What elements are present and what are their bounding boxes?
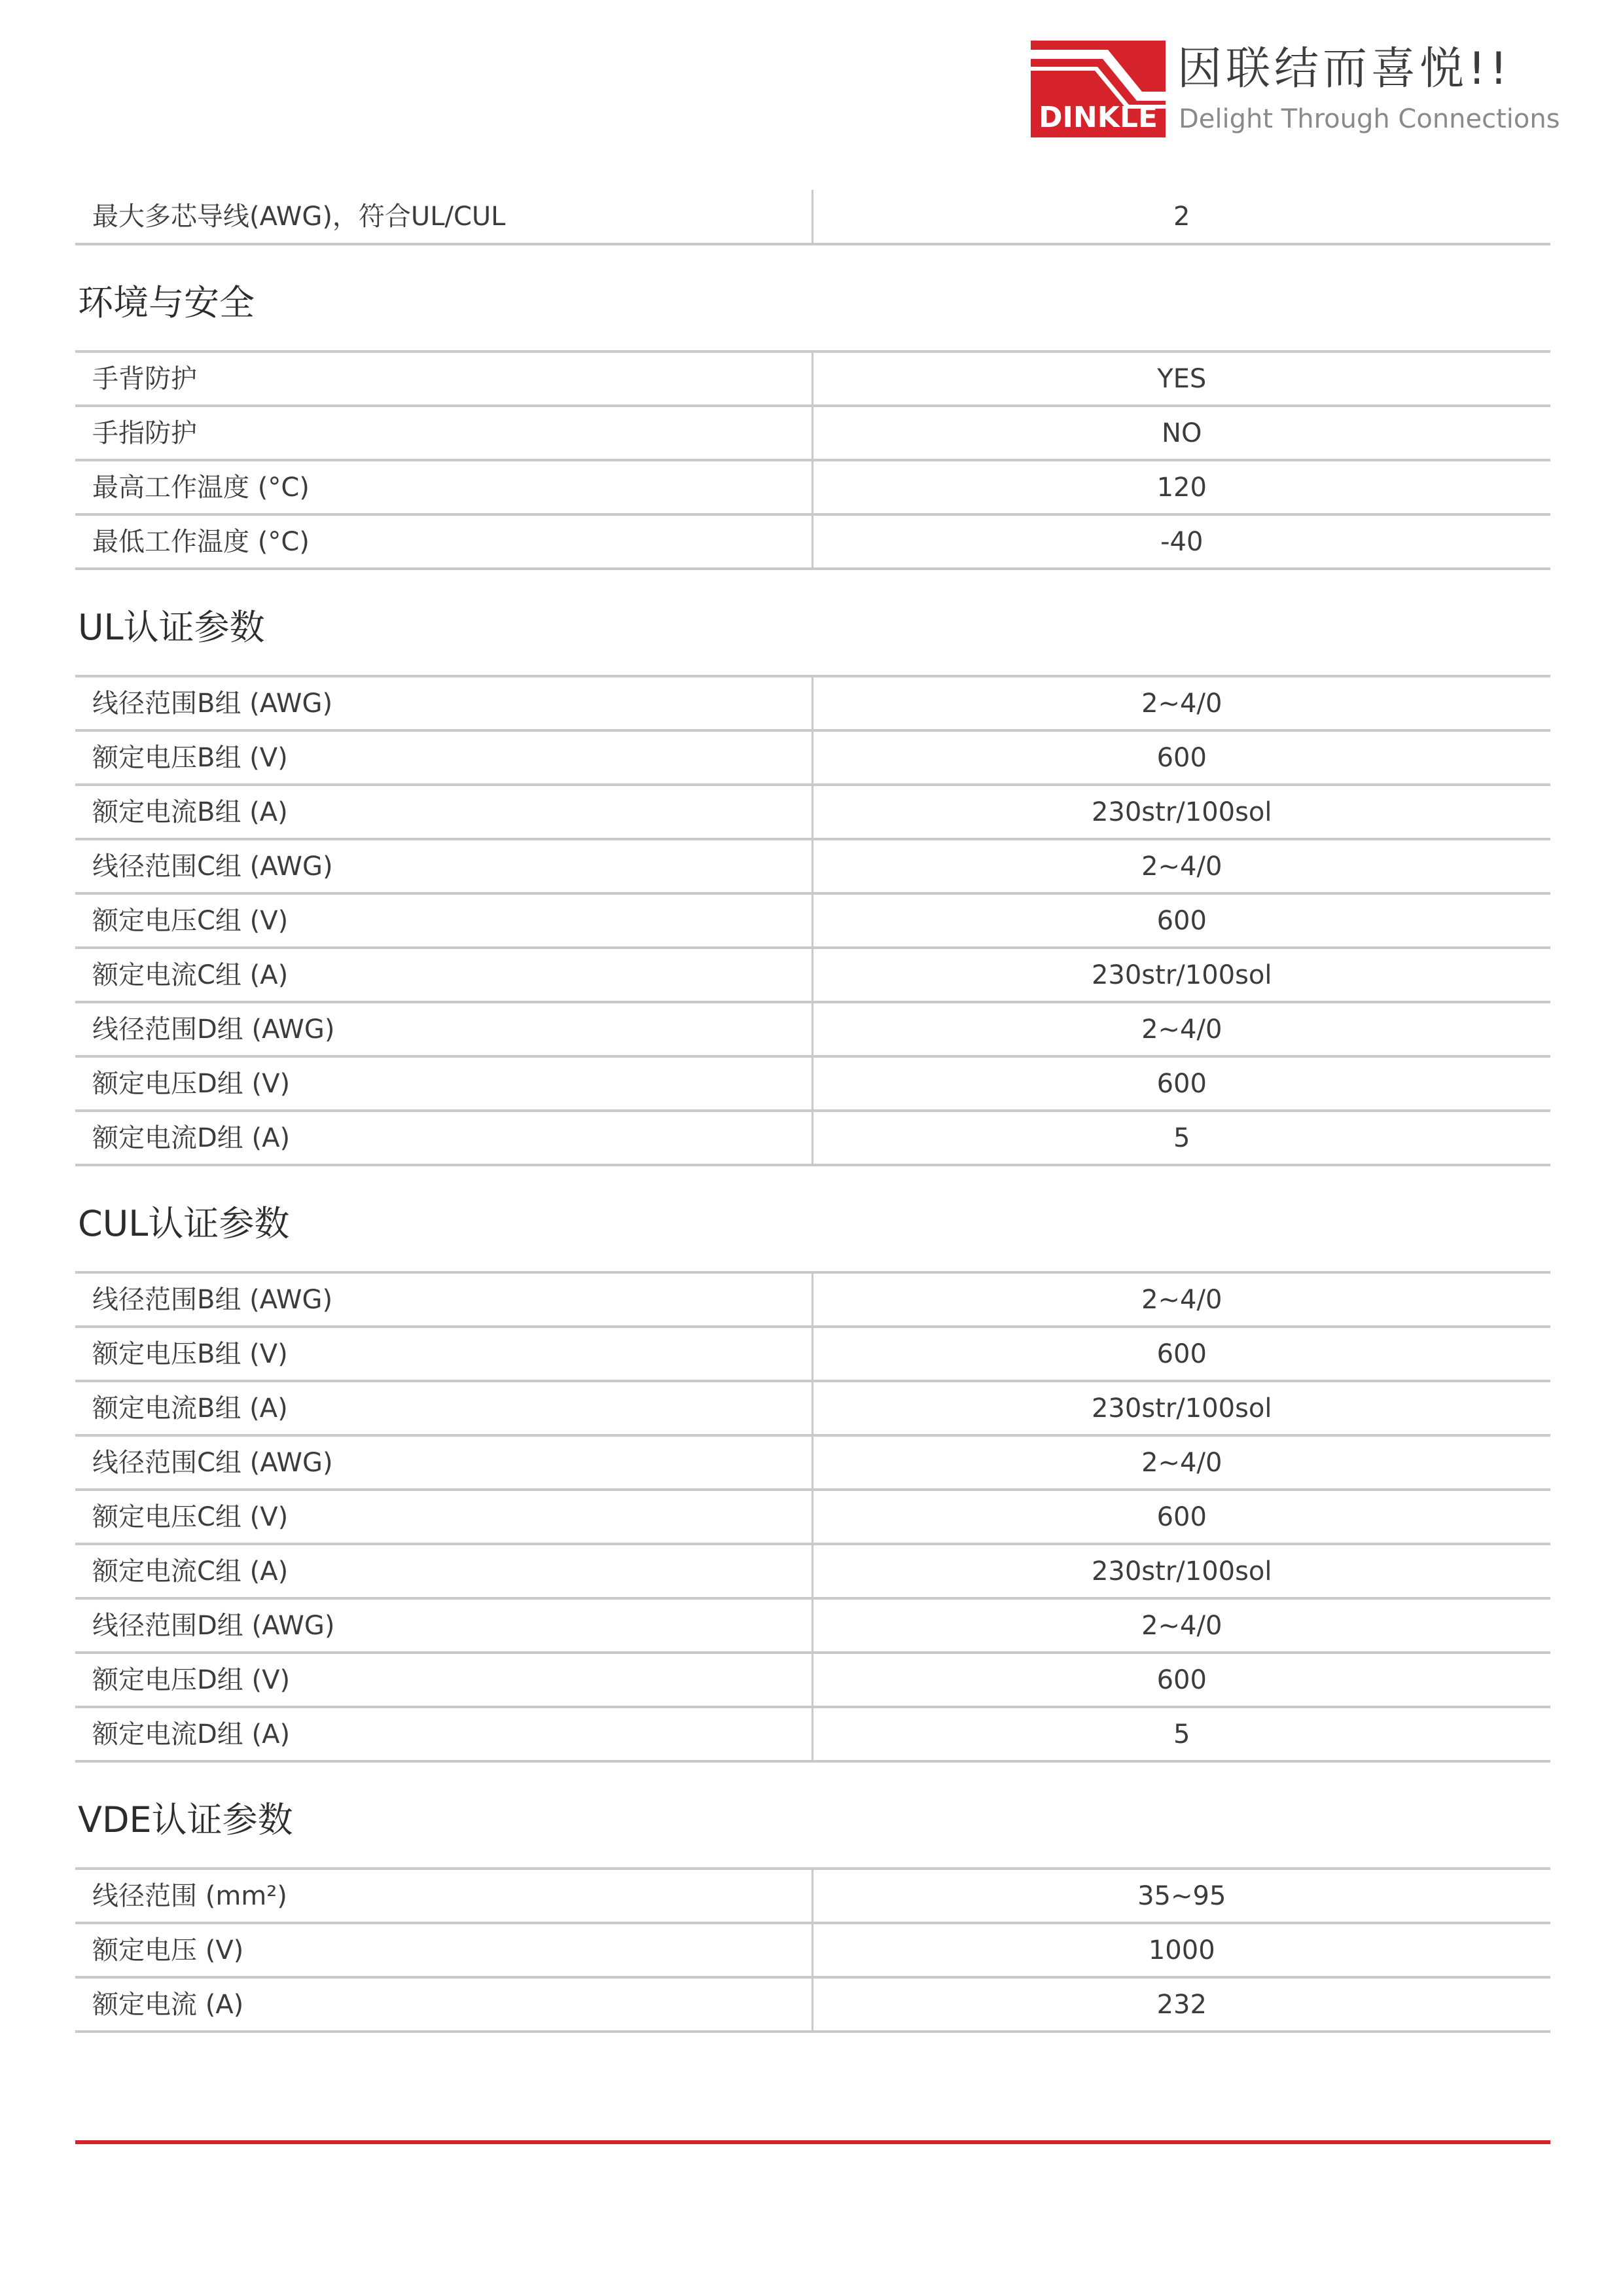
table-row xyxy=(75,1653,1550,1707)
table-row xyxy=(75,893,1550,948)
dinkle-logo-mark xyxy=(1031,41,1166,137)
table-row xyxy=(75,1923,1550,1977)
spec-label: 额定电流C组 (A) xyxy=(75,1544,812,1598)
spec-label: 线径范围C组 (AWG) xyxy=(75,1435,812,1490)
spec-label: 额定电压B组 (V) xyxy=(75,730,812,785)
logo-slogan-chinese: 因联结而喜悦!! xyxy=(1177,43,1512,95)
spec-label: 额定电流B组 (A) xyxy=(75,1381,812,1435)
footer-divider xyxy=(75,2140,1550,2144)
table-row xyxy=(75,1869,1550,1923)
spec-value: 35~95 xyxy=(812,1869,1550,1923)
table-row xyxy=(75,1707,1550,1761)
spec-label: 手背防护 xyxy=(75,351,812,406)
spec-label: 额定电压C组 (V) xyxy=(75,893,812,948)
table-row xyxy=(75,351,1550,406)
table-row xyxy=(75,1327,1550,1381)
spec-value: 2~4/0 xyxy=(812,1435,1550,1490)
table-row xyxy=(75,406,1550,460)
spec-table-ul-certification xyxy=(75,675,1550,1166)
table-row xyxy=(75,1598,1550,1653)
spec-value: -40 xyxy=(812,514,1550,569)
table-row xyxy=(75,1977,1550,2032)
spec-value: 600 xyxy=(812,730,1550,785)
spec-value: 230str/100sol xyxy=(812,948,1550,1002)
spec-label: 线径范围D组 (AWG) xyxy=(75,1002,812,1056)
spec-label: 额定电流D组 (A) xyxy=(75,1707,812,1761)
spec-value: 1000 xyxy=(812,1923,1550,1977)
table-row xyxy=(75,785,1550,839)
spec-label: 最高工作温度 (°C) xyxy=(75,460,812,514)
dinkle-logo xyxy=(1031,41,1560,139)
spec-label: 额定电流C组 (A) xyxy=(75,948,812,1002)
section-title-cul-certification: CUL认证参数 xyxy=(78,1203,290,1244)
spec-label: 额定电压D组 (V) xyxy=(75,1653,812,1707)
spec-value: 2~4/0 xyxy=(812,676,1550,730)
table-row xyxy=(75,948,1550,1002)
table-row xyxy=(75,460,1550,514)
section-title-vde-certification: VDE认证参数 xyxy=(78,1799,293,1840)
table-row xyxy=(75,1490,1550,1544)
spec-value: NO xyxy=(812,406,1550,460)
spec-value: 230str/100sol xyxy=(812,1544,1550,1598)
table-row xyxy=(75,1272,1550,1327)
spec-value: 600 xyxy=(812,1056,1550,1111)
spec-value: 120 xyxy=(812,460,1550,514)
spec-label: 额定电流B组 (A) xyxy=(75,785,812,839)
table-row xyxy=(75,676,1550,730)
spec-table-environment-safety xyxy=(75,350,1550,570)
spec-label: 手指防护 xyxy=(75,406,812,460)
table-row xyxy=(75,1544,1550,1598)
spec-content xyxy=(75,190,1550,2033)
spec-label: 额定电压C组 (V) xyxy=(75,1490,812,1544)
spec-label: 线径范围C组 (AWG) xyxy=(75,839,812,893)
table-row xyxy=(75,190,1550,244)
logo-slogan-english: Delight Through Connections xyxy=(1179,104,1560,134)
spec-value: 600 xyxy=(812,1490,1550,1544)
spec-value: 5 xyxy=(812,1111,1550,1165)
spec-label: 额定电压D组 (V) xyxy=(75,1056,812,1111)
spec-table-intro xyxy=(75,190,1550,245)
spec-value: 600 xyxy=(812,893,1550,948)
spec-value: 5 xyxy=(812,1707,1550,1761)
table-row xyxy=(75,1056,1550,1111)
table-row xyxy=(75,839,1550,893)
spec-value: 600 xyxy=(812,1653,1550,1707)
spec-value: 2~4/0 xyxy=(812,1598,1550,1653)
table-row xyxy=(75,1435,1550,1490)
spec-label: 最大多芯导线(AWG)，符合UL/CUL xyxy=(75,190,812,244)
spec-label: 额定电流D组 (A) xyxy=(75,1111,812,1165)
table-row xyxy=(75,514,1550,569)
spec-value: 2~4/0 xyxy=(812,839,1550,893)
spec-label: 线径范围D组 (AWG) xyxy=(75,1598,812,1653)
spec-table-vde-certification xyxy=(75,1867,1550,2033)
spec-value: 230str/100sol xyxy=(812,1381,1550,1435)
table-row xyxy=(75,1111,1550,1165)
spec-label: 额定电流 (A) xyxy=(75,1977,812,2032)
spec-label: 额定电压 (V) xyxy=(75,1923,812,1977)
spec-table-cul-certification xyxy=(75,1271,1550,1763)
section-title-ul-certification: UL认证参数 xyxy=(78,607,265,648)
spec-value: YES xyxy=(812,351,1550,406)
logo-brand-text: DINKLE xyxy=(1039,101,1158,134)
spec-value: 600 xyxy=(812,1327,1550,1381)
spec-value: 232 xyxy=(812,1977,1550,2032)
spec-value: 2~4/0 xyxy=(812,1002,1550,1056)
spec-label: 线径范围 (mm²) xyxy=(75,1869,812,1923)
table-row xyxy=(75,730,1550,785)
table-row xyxy=(75,1002,1550,1056)
spec-label: 最低工作温度 (°C) xyxy=(75,514,812,569)
spec-value: 230str/100sol xyxy=(812,785,1550,839)
spec-label: 线径范围B组 (AWG) xyxy=(75,676,812,730)
spec-value: 2 xyxy=(812,190,1550,244)
spec-label: 线径范围B组 (AWG) xyxy=(75,1272,812,1327)
spec-value: 2~4/0 xyxy=(812,1272,1550,1327)
spec-label: 额定电压B组 (V) xyxy=(75,1327,812,1381)
table-row xyxy=(75,1381,1550,1435)
section-title-environment-safety: 环境与安全 xyxy=(78,282,255,323)
